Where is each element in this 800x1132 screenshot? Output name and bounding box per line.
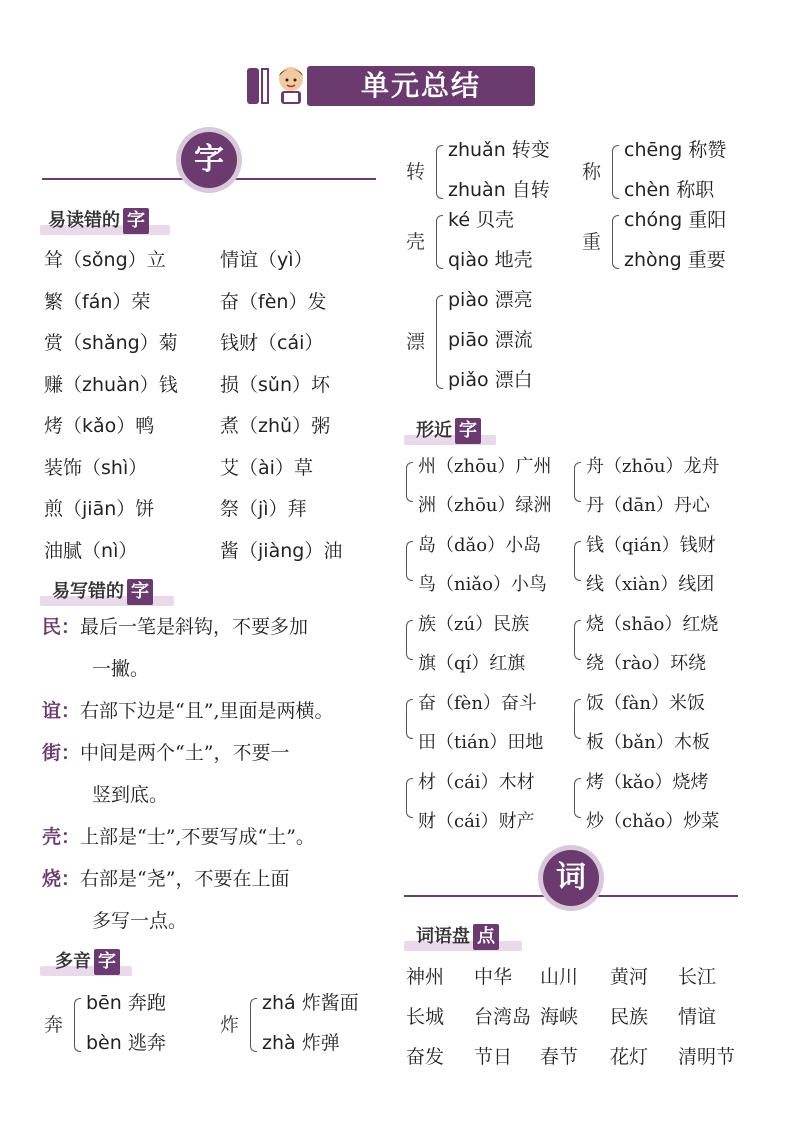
item-pinyin: fèn [258,290,289,313]
similar-box: 字 [455,418,481,444]
polyphone-reading: bèn 逃奔 [86,1032,166,1054]
item-pinyin: sǔn [258,373,293,396]
similar-item: 洲（zhōu）绿洲 [418,495,552,516]
easy-read-item: 酱（jiàng）油 [220,539,343,562]
word-item: 山川 [540,966,579,988]
similar-item: 烤（kǎo）烧烤 [586,772,709,793]
polyphone-reading: piào 漂亮 [448,289,533,311]
easy-read-item: 煮（zhǔ）粥 [220,415,331,437]
brace [406,699,413,739]
item-char: 赚 [44,373,64,396]
note-text: 最后一笔是斜钩，不要多加 [80,616,309,638]
easy-read-item: 耸（sǒng）立 [44,249,166,271]
polyphone-char: 转 [406,161,426,183]
banner-bar-outline [261,68,269,104]
banner-bar [247,68,259,104]
note-line [42,864,289,891]
item-pinyin: jiān [82,498,117,520]
item-after: 钱 [158,373,178,396]
title-banner [247,62,535,106]
note-text: 右部下边是“且”,里面是两横。 [80,700,334,722]
item-pinyin: shì [101,456,129,479]
item-pinyin: zhǔ [258,415,293,437]
similar-item: 烧（shāo）红烧 [586,614,719,635]
item-char: 耸 [44,249,64,271]
easy-read-heading [48,208,149,234]
word-item: 节日 [474,1046,513,1068]
polyphone-reading: qiào 地壳 [448,249,533,271]
brace [406,541,413,581]
easy-read-box: 字 [123,208,149,234]
similar-item: 岛（dǎo）小岛 [418,535,542,556]
item-char: 祭 [220,498,240,520]
polyphone-reading: zhà 炸弹 [262,1032,340,1054]
word-item: 长城 [406,1006,445,1028]
item-pinyin: nì [101,539,119,562]
similar-item: 钱（qián）钱财 [586,535,716,556]
easy-read-item: 艾（ài）草 [220,456,313,479]
polyphone-reading: zhuǎn 转变 [448,139,550,161]
brace [406,778,413,818]
similar-item: 族（zú）民族 [418,614,530,635]
item-char: 煎 [44,498,64,520]
brace [436,215,443,269]
similar-item: 丹（dān）丹心 [586,495,710,516]
item-char: 情谊 [220,249,259,271]
word-item: 春节 [540,1046,579,1068]
easy-write-box: 字 [127,579,153,605]
polyphone-char: 炸 [220,1014,240,1036]
similar-item: 线（xiàn）线团 [586,574,715,595]
item-char: 酱 [220,539,240,562]
note-line [42,612,308,639]
polyphone-reading: zhá 炸酱面 [262,992,359,1014]
similar-item: 旗（qí）红旗 [418,653,526,674]
item-pinyin: jiàng [258,539,305,562]
easy-read-item: 奋（fèn）发 [220,290,327,313]
polyphone-reading: piǎo 漂白 [448,369,533,391]
words-box: 点 [473,924,499,950]
note-text-cont: 一撇。 [92,658,150,680]
word-item: 奋发 [406,1046,445,1068]
similar-item: 炒（chǎo）炒菜 [586,811,720,832]
polyphone-heading [55,949,120,975]
similar-item: 板（bǎn）木板 [586,732,710,753]
similar-item: 舟（zhōu）龙舟 [586,456,720,477]
note-char: 壳： [42,826,81,848]
similar-item: 绕（rào）环绕 [586,653,707,674]
polyphone-char: 重 [582,231,602,253]
similar-item: 鸟（niǎo）小鸟 [418,574,547,595]
similar-item: 材（cái）木材 [418,772,535,793]
brace [406,620,413,660]
words-heading [416,924,499,950]
polyphone-label: 多音 [55,951,91,972]
item-after: 荣 [131,290,151,313]
note-char: 民： [42,616,81,638]
words-label: 词语盘 [416,926,470,947]
item-pinyin: jì [258,498,269,520]
easy-read-item: 烤（kǎo）鸭 [44,415,155,437]
similar-item: 田（tián）田地 [418,732,544,753]
word-item: 黄河 [610,966,649,988]
item-pinyin: kǎo [82,415,117,437]
note-line-cont [92,780,168,807]
note-line-cont [92,654,149,681]
item-char: 艾 [220,456,240,479]
polyphone-char: 壳 [406,231,426,253]
brace [406,462,413,502]
item-char: 钱财 [220,332,259,354]
note-text-cont: 多写一点。 [92,910,188,932]
polyphone-reading: zhuàn 自转 [448,179,550,201]
item-after: 草 [293,456,313,479]
note-char: 烧： [42,868,81,890]
similar-item: 奋（fèn）奋斗 [418,693,537,714]
section-ci-header: 词 [543,850,599,906]
easy-read-item: 钱财（cái） [220,332,324,354]
polyphone-reading: piāo 漂流 [448,329,533,351]
word-item: 花灯 [610,1046,649,1068]
easy-read-item: 煎（jiān）饼 [44,498,155,520]
item-pinyin: zhuàn [82,373,140,396]
item-pinyin: ài [258,456,275,479]
item-after: 鸭 [135,415,155,437]
easy-read-label: 易读错的 [48,210,120,231]
brace [574,620,581,660]
polyphone-char: 称 [582,161,602,183]
polyphone-box: 字 [94,949,120,975]
similar-item: 财（cái）财产 [418,811,535,832]
item-after: 发 [307,290,327,313]
item-pinyin: shǎng [82,332,140,354]
word-item: 台湾岛 [474,1006,532,1028]
word-item: 民族 [610,1006,649,1028]
note-text: 中间是两个“土”，不要一 [80,742,290,764]
item-pinyin: yì [277,249,294,271]
brace [574,778,581,818]
item-char: 装饰 [44,456,83,479]
note-text: 上部是“士”,不要写成“土”。 [80,826,315,848]
word-item: 海峡 [540,1006,579,1028]
polyphone-reading: chóng 重阳 [624,209,727,231]
note-text-cont: 竖到底。 [92,784,169,806]
item-char: 煮 [220,415,240,437]
similar-heading [416,418,481,444]
section-zi-header: 字 [181,132,237,188]
note-char: 谊： [42,700,81,722]
item-after: 菊 [158,332,178,354]
similar-item: 饭（fàn）米饭 [586,693,705,714]
item-char: 损 [220,373,240,396]
item-after: 立 [146,249,166,271]
easy-read-item: 装饰（shì） [44,456,148,479]
word-item: 神州 [406,966,445,988]
note-line [42,822,315,849]
item-pinyin: sǒng [82,249,128,271]
item-after: 坏 [311,373,331,396]
easy-read-item: 损（sǔn）坏 [220,373,331,396]
item-after: 饼 [135,498,155,520]
item-after: 粥 [311,415,331,437]
polyphone-char: 漂 [406,331,426,353]
easy-write-heading [52,579,153,605]
brace [436,295,443,389]
polyphone-reading: chèn 称职 [624,179,715,201]
brace [612,215,619,269]
easy-read-item: 赚（zhuàn）钱 [44,373,178,396]
note-text: 右部是“尧”，不要在上面 [80,868,290,890]
item-after: 油 [323,539,343,562]
easy-read-item: 情谊（yì） [220,249,313,271]
easy-read-item: 繁（fán）荣 [44,290,151,313]
brace [574,541,581,581]
page-title: 单元总结 [307,66,535,106]
word-item: 长江 [678,966,717,988]
note-line [42,738,289,765]
polyphone-reading: bēn 奔跑 [86,992,166,1014]
word-item: 情谊 [678,1006,717,1028]
brace [250,998,257,1052]
easy-read-item: 祭（jì）拜 [220,498,307,520]
easy-write-label: 易写错的 [52,581,124,602]
item-after: 拜 [287,498,307,520]
word-item: 清明节 [678,1046,736,1068]
item-pinyin: fán [82,290,113,313]
word-item: 中华 [474,966,513,988]
brace [574,699,581,739]
brace [574,462,581,502]
item-char: 繁 [44,290,64,313]
note-line-cont [92,906,187,933]
item-char: 烤 [44,415,64,437]
polyphone-reading: zhòng 重要 [624,249,726,271]
student-avatar-icon [271,62,311,106]
polyphone-char: 奔 [44,1014,64,1036]
item-pinyin: cái [277,332,305,354]
polyphone-reading: chēng 称赞 [624,139,727,161]
item-char: 赏 [44,332,64,354]
item-char: 奋 [220,290,240,313]
similar-label: 形近 [416,420,452,441]
brace [612,145,619,199]
easy-read-item: 赏（shǎng）菊 [44,332,178,354]
easy-read-item: 油腻（nì） [44,539,138,562]
note-line [42,696,333,723]
polyphone-reading: ké 贝壳 [448,209,515,231]
similar-item: 州（zhōu）广州 [418,456,552,477]
brace [436,145,443,199]
brace [74,998,81,1052]
item-char: 油腻 [44,539,83,562]
note-char: 街： [42,742,81,764]
